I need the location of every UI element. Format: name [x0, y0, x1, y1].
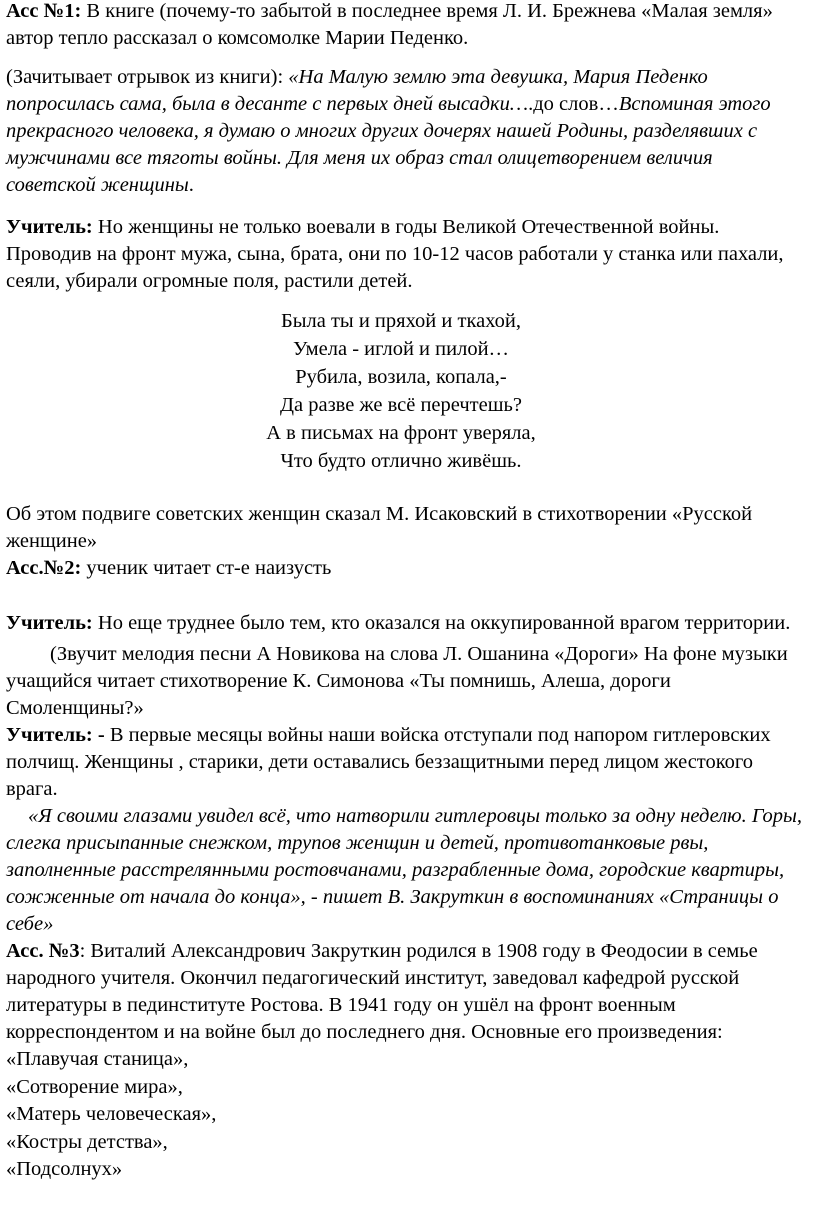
works-list-item: «Плавучая станица», [6, 1048, 189, 1070]
speaker-label: Асс №1: [6, 0, 82, 22]
excerpt-transition: .до слов… [528, 93, 619, 115]
paragraph-text: В книге (почему-то забытой в последнее время Л. И. Брежнева «Малая земля» автор тепло рассказал о комсомолке Марии Педенко. [6, 0, 773, 49]
quote-text: «Я своими глазами увидел всё, что натворили гитлеровцы только за одну неделю. Горы, слегка присыпанные снежком, трупов женщин и детей, противотанковые рвы, заполненные расстрелянными ростовчанами, разграбленные дома, городские квартиры, сожженные от начала до конца», - пишет В. Закруткин в воспоминаниях «Страницы о себе» [6, 805, 802, 935]
paragraph-assistant-1 [6, 0, 806, 52]
speaker-label: Асс.№2: [6, 557, 82, 579]
works-list-item: «Матерь человеческая», [6, 1103, 217, 1125]
paragraph-assistant-3 [6, 938, 806, 1046]
excerpt-period: . [188, 174, 194, 196]
paragraph-teacher-3 [6, 722, 806, 803]
speaker-label: Учитель: [6, 612, 93, 634]
works-list [6, 1046, 806, 1184]
poem-line: Что будто отлично живёшь. [280, 450, 522, 472]
paragraph-text: ученик читает ст-е наизусть [81, 557, 332, 579]
poem-line: Была ты и пряхой и ткахой, [280, 310, 522, 332]
poem-block [0, 307, 806, 475]
excerpt-quote-start: «На Малую землю эта девушка, Мария Педенко попросилась сама, была в десанте с первых дней высадки… [6, 66, 708, 115]
paragraph-assistant-2 [6, 555, 806, 582]
poem-line: Умела - иглой и пилой… [292, 338, 510, 360]
paragraph-text: В первые месяцы войны наши войска отступали под напором гитлеровских полчищ. Женщины , старики, дети оставались беззащитными перед лицом жестокого врага. [6, 724, 771, 800]
works-list-item: «Костры детства», [6, 1130, 168, 1153]
paragraph-isakovsky [6, 501, 806, 555]
paragraph-text: Но еще труднее было тем, кто оказался на оккупированной врагом территории. [92, 612, 791, 634]
paragraph-text: (Звучит мелодия песни А Новикова на слова Л. Ошанина «Дороги» На фоне музыки учащийся читает стихотворение К. Симонова «Ты помнишь, Алеша, дороги Смоленщины?» [6, 643, 788, 719]
paragraph-text: Об этом подвиге советских женщин сказал М. Исаковский в стихотворении «Русской женщине» [6, 503, 753, 552]
poem-line: Да разве же всё перечтешь? [280, 394, 522, 416]
speaker-label: Учитель: - [6, 724, 105, 746]
excerpt-quote-end: Вспоминая этого прекрасного человека, я думаю о многих других дочерях нашей Родины, разделявших с мужчинами все тяготы войны. Для меня их образ стал олицетворением величия советской женщины [6, 93, 771, 196]
paragraph-zakrutkin-quote [6, 803, 806, 938]
paragraph-teacher-1 [6, 214, 806, 295]
paragraph-text: Но женщины не только воевали в годы Великой Отечественной войны. Проводив на фронт мужа, сына, брата, они по 10-12 часов работали у станка или пахали, сеяли, убирали огромные поля, растили детей. [6, 216, 784, 292]
speaker-label: Асс. №3 [6, 940, 80, 962]
paragraph-teacher-2 [6, 610, 806, 637]
paragraph-book-excerpt [6, 64, 806, 199]
poem-line: Рубила, возила, копала,- [295, 366, 507, 388]
paragraph-stage-direction [6, 641, 806, 722]
excerpt-intro: (Зачитывает отрывок из книги): [6, 66, 289, 88]
works-list-item: «Сотворение мира», [6, 1075, 183, 1098]
poem-line: А в письмах на фронт уверяла, [266, 422, 536, 444]
paragraph-text: : Виталий Александрович Закруткин родился в 1908 году в Феодосии в семье народного учителя. Окончил педагогический институт, заведовал кафедрой русской литературы в пединституте Ростова. В 1941 году он ушёл на фронт военным корреспондентом и на войне был до последнего дня. Основные его произведения: [6, 940, 758, 1043]
speaker-label: Учитель: [6, 216, 93, 238]
works-list-item: «Подсолнух» [6, 1158, 123, 1180]
